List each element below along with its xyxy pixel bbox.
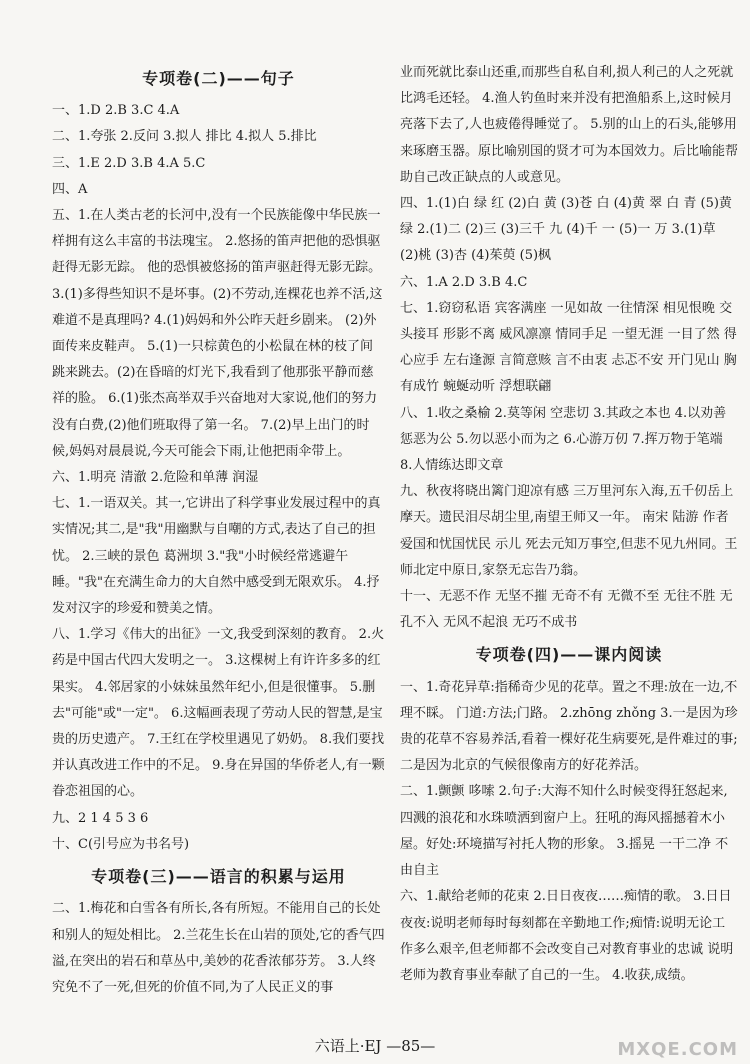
section-3-answers (52, 896, 385, 1001)
answer-line: 九、2 1 4 5 3 6 (52, 810, 149, 826)
watermark-logo: MXQE.COM (617, 1039, 738, 1060)
answer-line: 十一、无恶不作 无坚不摧 无奇不有 无微不至 无往不胜 无孔不入 无风不起浪 无巧不成书 (400, 589, 733, 631)
answer-line: 十、C(引号应为书名号) (52, 836, 190, 852)
answer-line: 二、1.夸张 2.反问 3.拟人 排比 4.拟人 5.排比 (52, 129, 317, 145)
section-2-answers (52, 98, 385, 858)
answer-line: 六、1.A 2.D 3.B 4.C (400, 274, 528, 290)
answer-line: 业而死就比泰山还重,而那些自私自利,损人利己的人之死就比鸿毛还轻。 4.渔人钓鱼时来并没有把渔船系上,这时候月亮落下去了,人也疲倦得睡觉了。 5.别的山上的石头,能够用来琢磨玉器。原比喻别国的贤才可为本国效力。后比喻能帮助自己改正缺点的人或意见。 (400, 65, 739, 185)
page-footer: 六语上·EJ —85— (314, 1037, 436, 1055)
right-column (400, 60, 738, 989)
answer-line: 二、1.梅花和白雪各有所长,各有所短。不能用自己的长处和别人的短处相比。 2.兰花生长在山岩的顶处,它的香气四溢,在突出的岩石和草丛中,美妙的花香浓郁芬芳。 3.人终究免不了一死,但死的价值不同,为了人民正义的事 (52, 901, 385, 995)
answer-line: 六、1.献给老师的花束 2.日日夜夜……痴情的歌。 3.日日夜夜:说明老师每时每刻都在辛勤地工作;痴情:说明无论工作多么艰辛,但老师都不会改变自己对教育事业的忠诚 说明老师为教育事业奉献了自己的一生。 4.收获,成绩。 (400, 889, 734, 983)
left-column (52, 60, 385, 1001)
answer-line: 八、1.学习《伟大的出征》一文,我受到深刻的教育。 2.火药是中国古代四大发明之一。 3.这棵树上有许许多多的红果实。 4.邻居家的小妹妹虽然年纪小,但是很懂事。 5.删去"可能"或"一定"。 6.这幅画表现了劳动人民的智慧,是宝贵的历史遗产。 7.王红在学校里遇见了奶奶。 8.我们要找并认真改进工作中的不足。 9.身在异国的华侨老人,有一颗眷恋祖国的心。 (52, 627, 385, 800)
answer-line: 七、1.窃窃私语 宾客满座 一见如故 一往情深 相见恨晚 交头接耳 形影不离 威风凛凛 情同手足 一望无涯 一目了然 得心应手 左右逢源 言简意赅 言不由衷 忐忑不安 开门见山 胸有成竹 蜿蜒动听 浮想联翩 (400, 300, 737, 395)
answer-line: 二、1.颤颤 哆嗦 2.句子:大海不知什么时候变得狂怒起来,四溅的浪花和水珠喷洒到窗户上。狂吼的海风摇撼着木小屋。好处:环境描写衬托人物的形象。 3.摇晃 一干二净 不由自主 (400, 784, 729, 879)
section-title-3: 专项卷(三)——语言的积累与运用 (91, 867, 346, 887)
answer-line: 七、1.一语双关。其一,它讲出了科学事业发展过程中的真实情况;其二,是"我"用幽默与自嘲的方式,表达了自己的担忧。 2.三峡的景色 葛洲坝 3."我"小时候经常逃避午睡。"我"在充满生命力的大自然中感受到无限欢乐。 4.抒发对汉字的珍爱和赞美之情。 (52, 496, 381, 617)
section-3-continued (400, 60, 738, 636)
answer-line: 六、1.明亮 清澈 2.危险和单薄 润湿 (52, 470, 259, 486)
section-4-answers (400, 675, 738, 989)
answer-line: 四、A (52, 181, 88, 197)
section-title-4: 专项卷(四)——课内阅读 (475, 645, 663, 665)
answer-line: 五、1.在人类古老的长河中,没有一个民族能像中华民族一样拥有这么丰富的书法瑰宝。 2.悠扬的笛声把他的恐惧驱赶得无影无踪。 他的恐惧被悠扬的笛声驱赶得无影无踪。 3.(1)多得些知识不是坏事。(2)不劳动,连棵花也养不活,这难道不是真理吗? 4.(1)妈妈和外公昨天赶乡剧来。 (2)外面传来皮鞋声。 5.(1)一只棕黄色的小松鼠在林的枝了间跳来跳去。(2)在昏暗的灯光下,我看到了他那张平静而慈祥的脸。 6.(1)张杰高举双手兴奋地对大家说,他们的努力没有白费,(2)他们班取得了第一名。 7.(2)早上出门的时候,妈妈对晨晨说,今天可能会下雨,让他把雨伞带上。 (52, 208, 383, 459)
answer-line: 三、1.E 2.D 3.B 4.A 5.C (52, 155, 206, 171)
answer-line: 九、秋夜将晓出篱门迎凉有感 三万里河东入海,五千仞岳上摩天。遗民泪尽胡尘里,南望王师又一年。 南宋 陆游 作者爱国和忧国忧民 示儿 死去元知万事空,但悲不见九州同。王师北定中原日,家祭无忘告乃翁。 (400, 484, 738, 578)
answer-line: 八、1.收之桑榆 2.莫等闲 空悲切 3.其政之本也 4.以劝善惩恶为公 5.勿以恶小而为之 6.心游万仞 7.挥万物于笔端 8.人情练达即文章 (400, 405, 727, 474)
answer-line: 一、1.D 2.B 3.C 4.A (52, 103, 180, 119)
answer-line: 一、1.奇花异草:指稀奇少见的花草。置之不理:放在一边,不理不睬。 门道:方法;门路。 2.zhōng zhǒng 3.一是因为珍贵的花草不容易养活,看着一棵好花生病要死,是件难过的事;二是因为北京的气候很像南方的好花养活。 (400, 679, 738, 774)
section-title-2: 专项卷(二)——句子 (142, 69, 295, 88)
answer-line: 四、1.(1)白 绿 红 (2)白 黄 (3)苍 白 (4)黄 翠 白 青 (5)黄 绿 2.(1)二 (2)三 (3)三千 九 (4)千 一 (5)一 万 3.(1)草 (2)桃 (3)杏 (4)茱萸 (5)枫 (400, 196, 732, 264)
